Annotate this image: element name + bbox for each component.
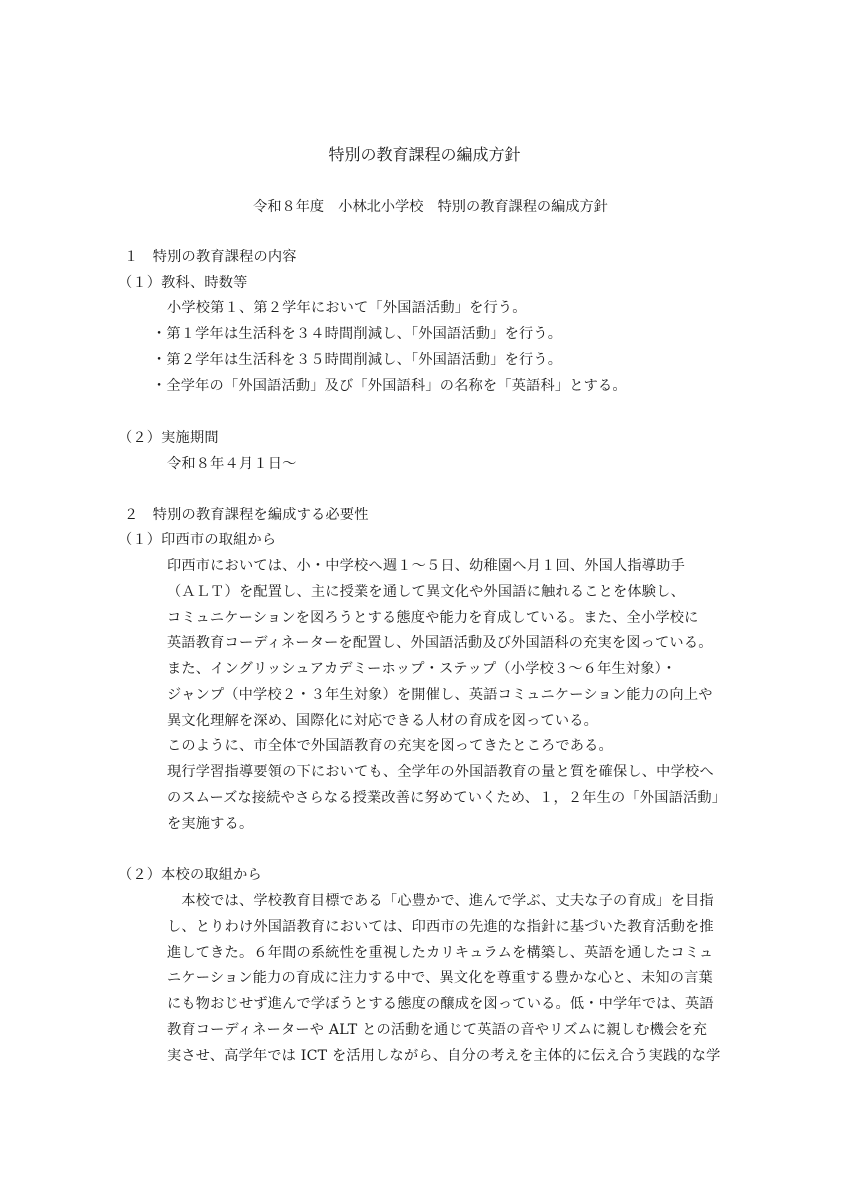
paragraph-line: （ＡＬＴ）を配置し、主に授業を通して異文化や外国語に触れることを体験し、 — [167, 584, 685, 600]
paragraph-line: し、とりわけ外国語教育においては、印西市の先進的な指針に基づいた教育活動を推 — [167, 919, 714, 935]
section-1-1-heading: （１）教科、時数等 — [118, 275, 248, 291]
document-title: 特別の教育課程の編成方針 — [328, 145, 521, 164]
paragraph-line: を実施する。 — [167, 816, 254, 832]
paragraph-line: コミュニケーションを図ろうとする態度や能力を育成している。また、全小学校に — [167, 610, 699, 626]
bullet-item: ・全学年の「外国語活動」及び「外国語科」の名称を「英語科」とする。 — [152, 378, 627, 394]
paragraph-line: ニケーション能力の育成に注力する中で、異文化を尊重する豊かな心と、未知の言葉 — [167, 970, 713, 986]
paragraph-line: また、イングリッシュアカデミーホップ・ステップ（小学校３～６年生対象）・ — [167, 661, 677, 677]
bullet-item: ・第１学年は生活科を３４時間削減し、「外国語活動」を行う。 — [152, 326, 563, 342]
document-subtitle: 令和８年度 小林北小学校 特別の教育課程の編成方針 — [253, 199, 608, 215]
paragraph-line: にも物おじせず進んで学ぼうとする態度の醸成を図っている。低・中学年では、英語 — [167, 996, 714, 1012]
implementation-period: 令和８年４月１日～ — [167, 456, 297, 472]
section-1-1-intro: 小学校第１、第２学年において「外国語活動」を行う。 — [167, 300, 527, 316]
section-1-heading: １ 特別の教育課程の内容 — [124, 249, 297, 265]
paragraph-line: のスムーズな接続やさらなる授業改善に努めていくため、１，２年生の「外国語活動」 — [167, 790, 727, 806]
paragraph-line: 現行学習指導要領の下においても、全学年の外国語教育の量と質を確保し、中学校へ — [167, 764, 714, 780]
section-2-2-heading: （２）本校の取組から — [118, 867, 262, 883]
paragraph-line: 英語教育コーディネーターを配置し、外国語活動及び外国語科の充実を図っている。 — [167, 635, 713, 651]
bullet-item: ・第２学年は生活科を３５時間削減し、「外国語活動」を行う。 — [152, 352, 563, 368]
paragraph-line: 教育コーディネーターや ALT との活動を通じて英語の音やリズムに親しむ機会を充 — [167, 1022, 708, 1038]
paragraph-line: このように、市全体で外国語教育の充実を図ってきたところである。 — [167, 738, 613, 754]
paragraph-line: 本校では、学校教育目標である「心豊かで、進んで学ぶ、丈夫な子の育成」を目指 — [167, 893, 714, 909]
section-2-heading: ２ 特別の教育課程を編成する必要性 — [124, 507, 369, 523]
paragraph-line: 異文化理解を深め、国際化に対応できる人材の育成を図っている。 — [167, 713, 599, 729]
paragraph-line: 実させ、高学年では ICT を活用しながら、自分の考えを主体的に伝え合う実践的な学 — [167, 1048, 721, 1064]
paragraph-line: 印西市においては、小・中学校へ週１～５日、幼稚園へ月１回、外国人指導助手 — [167, 558, 685, 574]
paragraph-line: 進してきた。６年間の系統性を重視したカリキュラムを構築し、英語を通したコミュ — [167, 945, 714, 961]
paragraph-line: ジャンプ（中学校２・３年生対象）を開催し、英語コミュニケーション能力の向上や — [167, 687, 713, 703]
section-1-2-heading: （２）実施期間 — [118, 430, 219, 446]
section-2-1-heading: （１）印西市の取組から — [118, 532, 277, 548]
